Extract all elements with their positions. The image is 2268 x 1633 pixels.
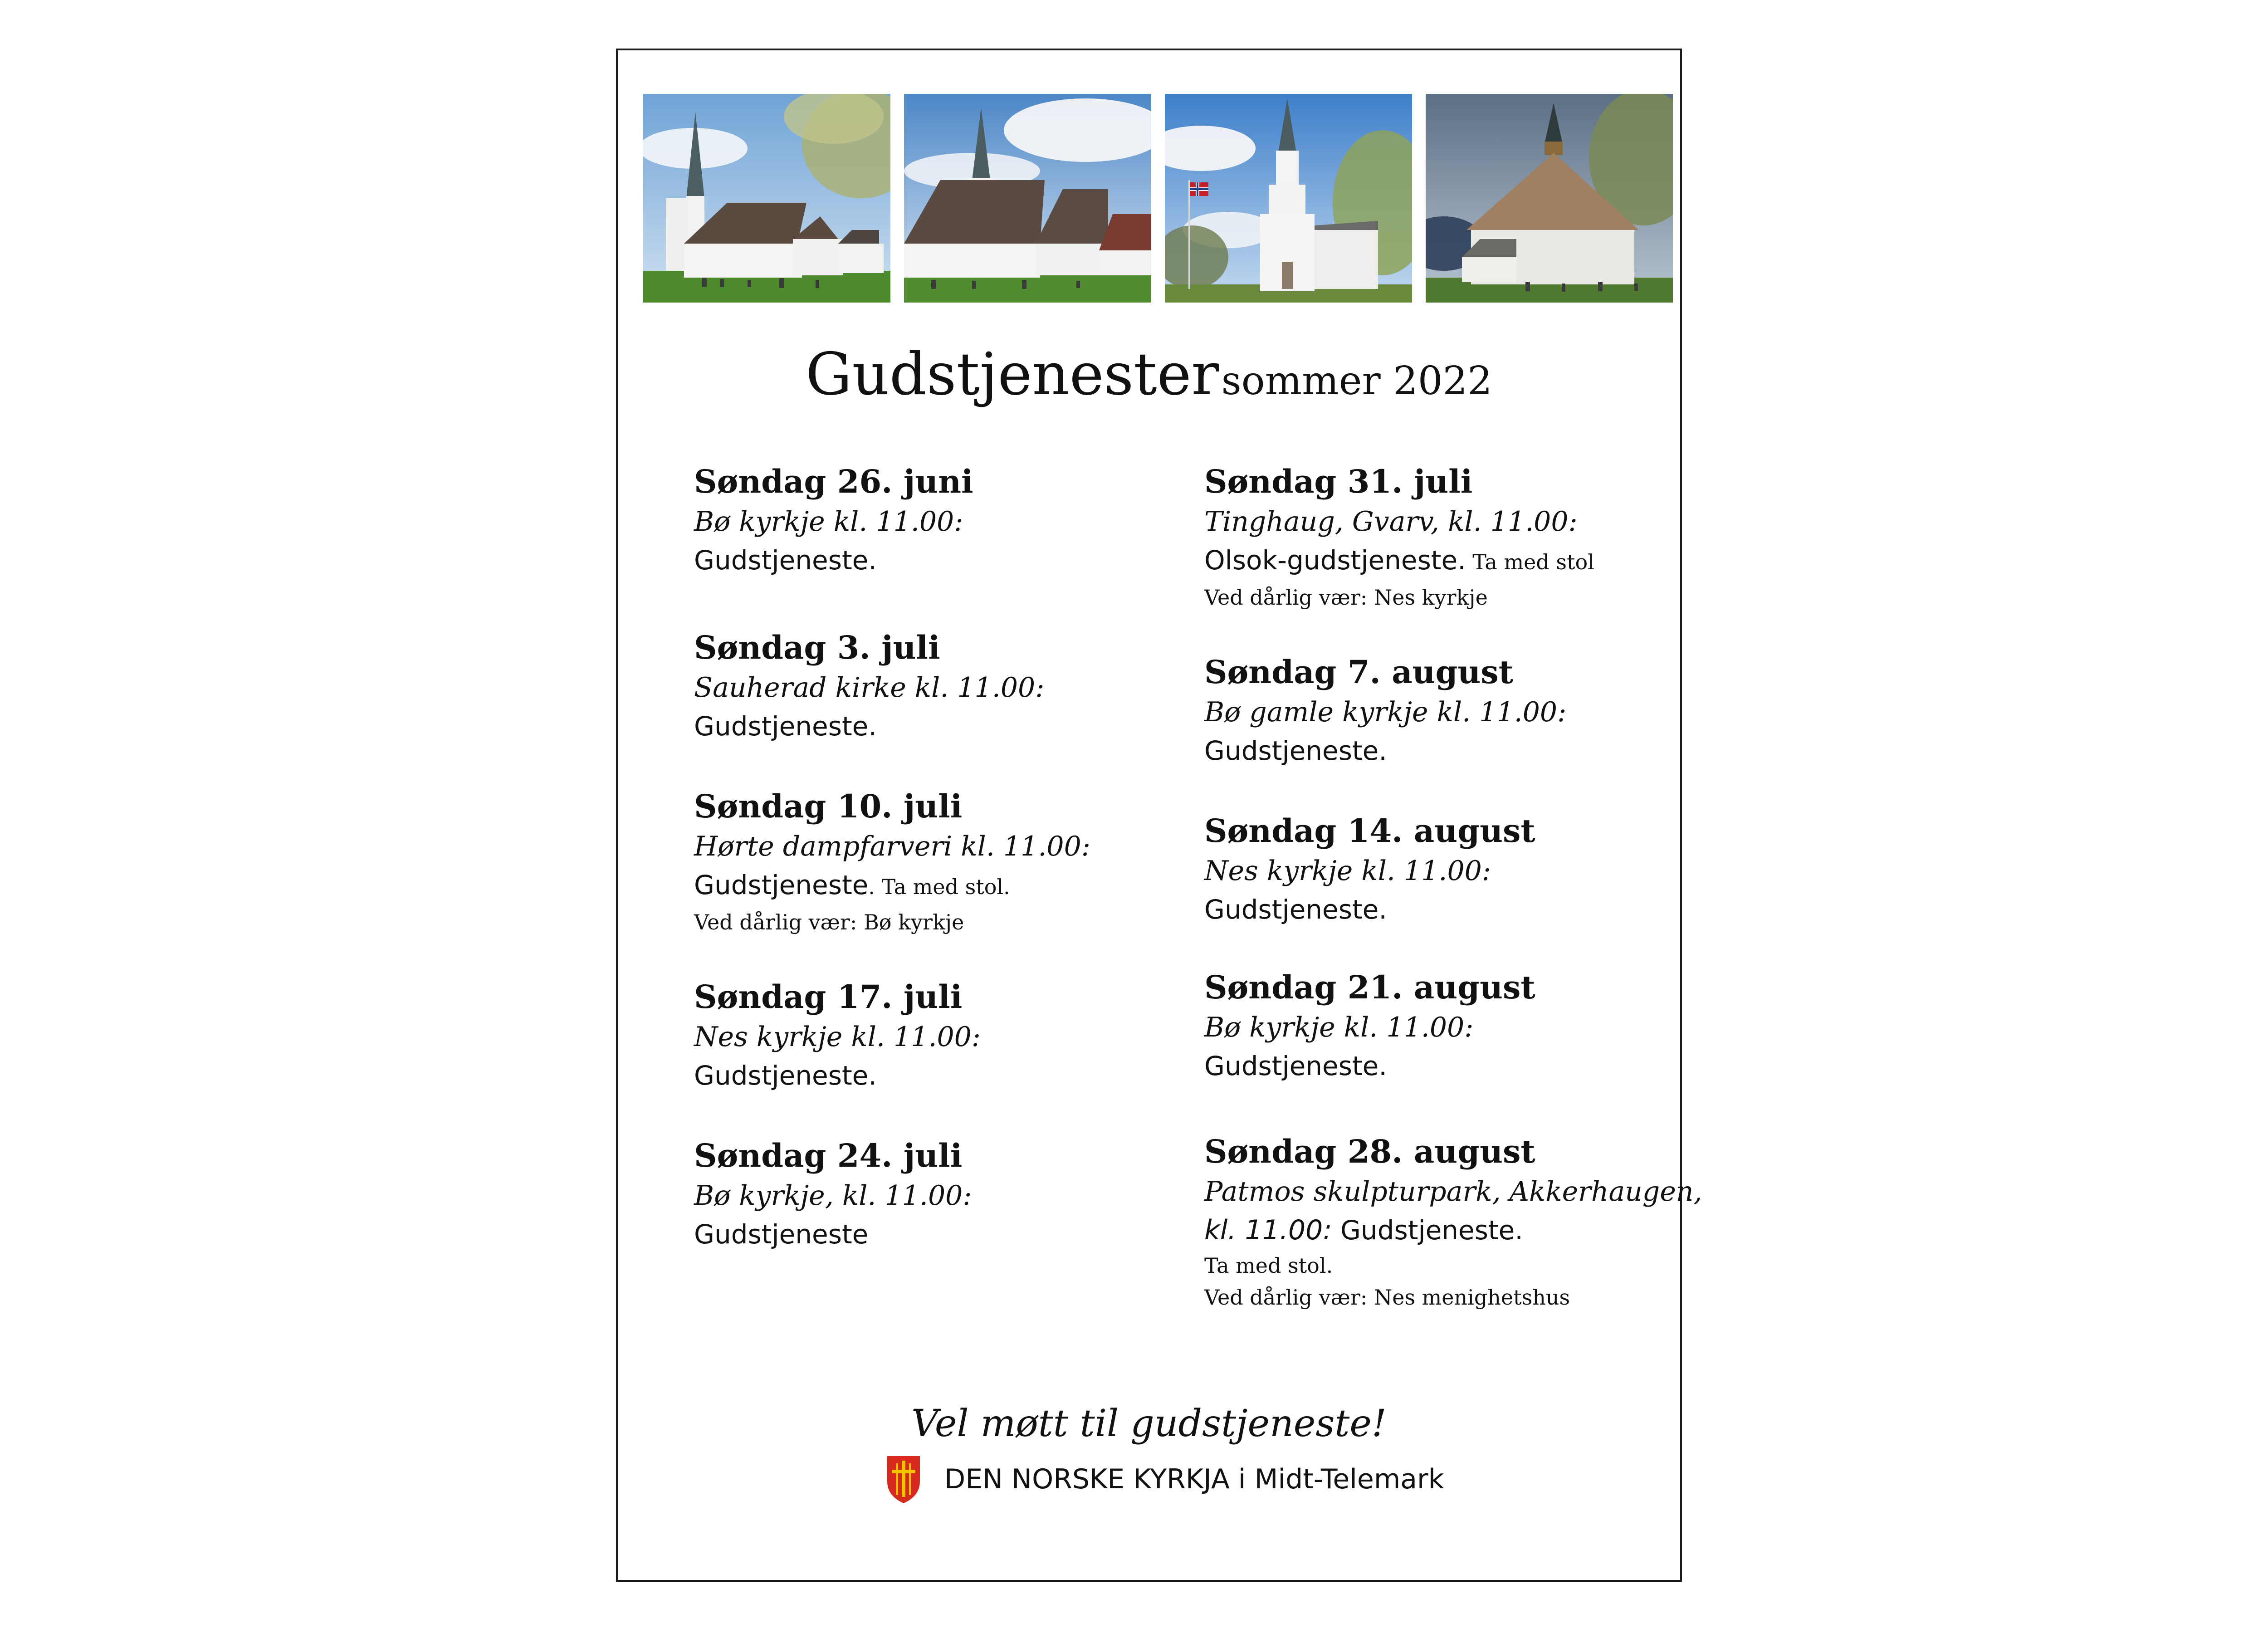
weather-note: Ved dårlig vær: Nes kyrkje bbox=[1204, 585, 1488, 610]
service-type-text: Gudstjeneste. bbox=[1332, 1215, 1523, 1246]
service-type-text: Olsok-gudstjeneste. bbox=[1204, 545, 1466, 576]
service-type-text: Gudstjeneste bbox=[694, 870, 869, 900]
weather-note: Ved dårlig vær: Bø kyrkje bbox=[694, 910, 964, 934]
service-type: Gudstjeneste. bbox=[694, 1060, 877, 1091]
service-type: Gudstjeneste. bbox=[1204, 894, 1387, 925]
page-title bbox=[618, 341, 1680, 408]
service-place: Sauherad kirke kl. 11.00: bbox=[694, 672, 1045, 704]
service-day: Søndag 10. juli bbox=[694, 787, 963, 825]
closing-greeting: Vel møtt til gudstjeneste! bbox=[911, 1402, 1387, 1445]
bring-chair-note: Ta med stol. bbox=[1204, 1253, 1333, 1278]
service-day: Søndag 28. august bbox=[1204, 1133, 1535, 1170]
service-entry bbox=[694, 627, 1148, 786]
service-day: Søndag 17. juli bbox=[694, 978, 963, 1016]
organization-name: DEN NORSKE KYRKJA i Midt-Telemark bbox=[944, 1463, 1444, 1495]
service-type bbox=[1204, 541, 1658, 582]
schedule-right-column bbox=[1204, 461, 1702, 1313]
service-day: Søndag 14. august bbox=[1204, 812, 1535, 850]
service-entry bbox=[694, 786, 1148, 976]
service-place: Bø kyrkje kl. 11.00: bbox=[1204, 1012, 1474, 1043]
service-entry bbox=[694, 461, 1148, 627]
poster bbox=[616, 49, 1702, 1582]
service-day: Søndag 3. juli bbox=[694, 629, 940, 666]
service-place: Hørte dampfarveri kl. 11.00: bbox=[694, 831, 1090, 862]
service-entry bbox=[1204, 461, 1658, 651]
service-day: Søndag 24. juli bbox=[694, 1137, 963, 1174]
weather-note: Ved dårlig vær: Nes menighetshus bbox=[1204, 1285, 1570, 1310]
service-time: kl. 11.00: bbox=[1204, 1214, 1332, 1246]
service-place: Nes kyrkje kl. 11.00: bbox=[694, 1021, 981, 1053]
service-type: Gudstjeneste. bbox=[694, 545, 877, 576]
service-entry bbox=[1204, 651, 1658, 810]
title-sub: sommer 2022 bbox=[1221, 358, 1492, 404]
service-inline-note: . Ta med stol. bbox=[868, 875, 1010, 899]
schedule-left-column bbox=[694, 461, 1148, 1254]
church-photo-2 bbox=[904, 94, 1151, 303]
service-day: Søndag 31. juli bbox=[1204, 463, 1473, 500]
church-photo-3 bbox=[1165, 94, 1412, 303]
service-entry bbox=[694, 1135, 1148, 1254]
service-type: Gudstjeneste. bbox=[1204, 1051, 1387, 1081]
service-place: Bø kyrkje, kl. 11.00: bbox=[694, 1180, 972, 1212]
service-entry bbox=[1204, 1131, 1702, 1313]
church-cross-shield-icon bbox=[885, 1454, 922, 1504]
service-type: Gudstjeneste bbox=[694, 1219, 869, 1250]
service-place: Tinghaug, Gvarv, kl. 11.00: bbox=[1204, 506, 1578, 538]
title-main: Gudstjenester bbox=[806, 341, 1219, 408]
service-type: Gudstjeneste. bbox=[1204, 735, 1387, 766]
service-type bbox=[1204, 1211, 1658, 1250]
church-photo-1 bbox=[643, 94, 890, 303]
footer bbox=[885, 1454, 1444, 1504]
church-photo-4 bbox=[1426, 94, 1673, 303]
service-day: Søndag 26. juni bbox=[694, 463, 973, 500]
service-entry bbox=[694, 976, 1148, 1135]
service-day: Søndag 7. august bbox=[1204, 653, 1514, 691]
service-entry bbox=[1204, 810, 1658, 967]
service-place: Patmos skulpturpark, Akkerhaugen, bbox=[1204, 1176, 1702, 1208]
service-inline-note: Ta med stol bbox=[1466, 550, 1594, 574]
service-type: Gudstjeneste. bbox=[694, 711, 877, 742]
church-photo-strip bbox=[643, 94, 1673, 303]
service-place: Bø gamle kyrkje kl. 11.00: bbox=[1204, 696, 1567, 728]
service-place: Bø kyrkje kl. 11.00: bbox=[694, 506, 963, 538]
service-entry bbox=[1204, 967, 1658, 1131]
service-type bbox=[694, 866, 1148, 906]
service-day: Søndag 21. august bbox=[1204, 968, 1535, 1006]
service-place: Nes kyrkje kl. 11.00: bbox=[1204, 855, 1491, 887]
